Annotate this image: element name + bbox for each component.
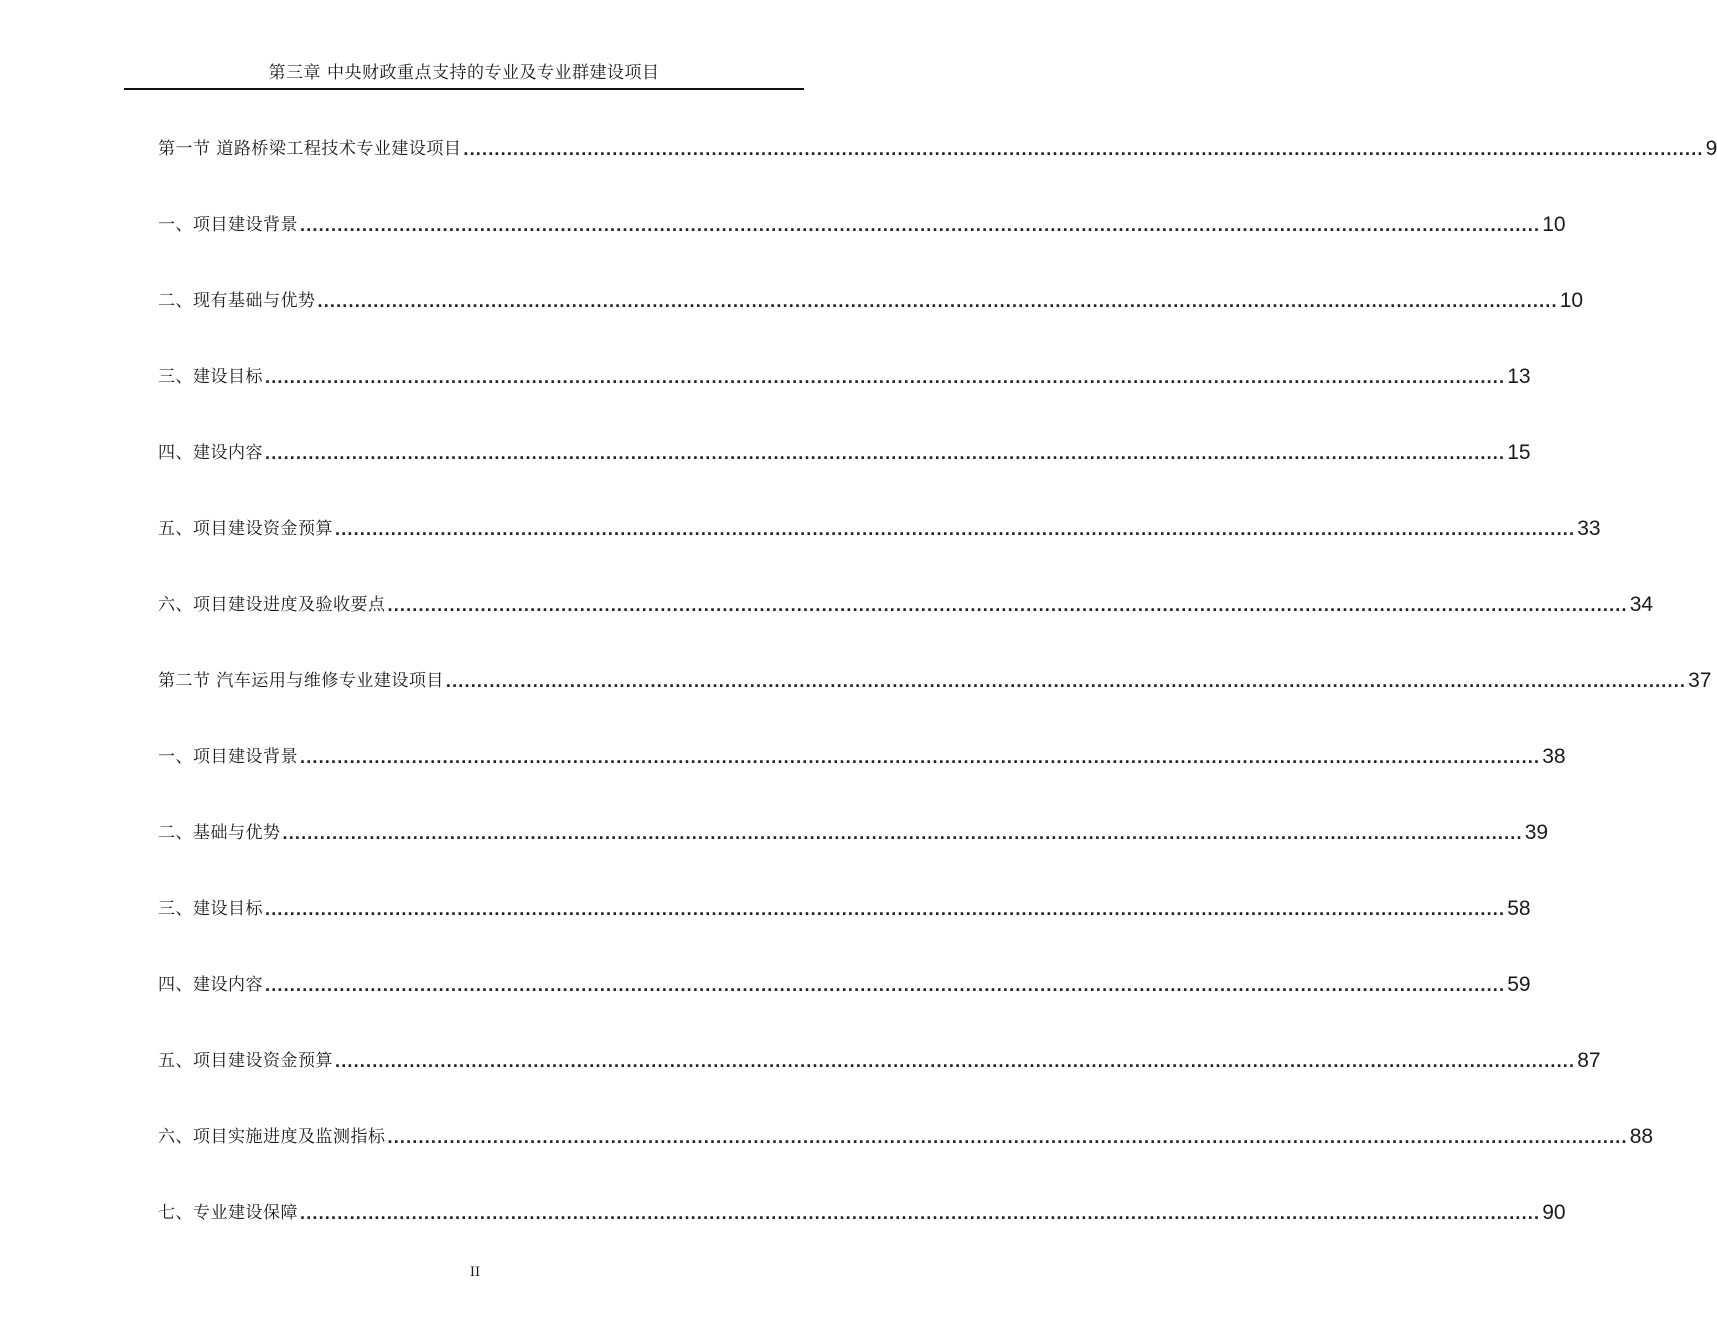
toc-entry-page: 88 bbox=[1629, 1125, 1654, 1148]
toc-entry[interactable] bbox=[158, 435, 1531, 465]
toc-entry-label: 五、项目建设资金预算 bbox=[158, 519, 333, 539]
toc-dot-leader: ........................................................................................................................................................................................................ bbox=[335, 1051, 1576, 1071]
toc-dot-leader: ........................................................................................................................................................................................................ bbox=[265, 367, 1506, 387]
toc-dot-leader: ........................................................................................................................................................................................................ bbox=[265, 443, 1506, 463]
toc-dot-leader: ........................................................................................................................................................................................................ bbox=[300, 215, 1541, 235]
toc-entry-page: 39 bbox=[1524, 821, 1549, 844]
toc-dot-leader: ........................................................................................................................................................................................................ bbox=[265, 975, 1506, 995]
toc-entry[interactable] bbox=[158, 359, 1531, 389]
toc-entry-label: 第一节 道路桥梁工程技术专业建设项目 bbox=[158, 139, 462, 159]
toc-dot-leader: ........................................................................................................................................................................................................ bbox=[387, 1127, 1628, 1147]
toc-entry[interactable] bbox=[158, 663, 1712, 693]
toc-dot-leader: ........................................................................................................................................................................................................ bbox=[445, 671, 1687, 691]
toc-entry-label: 三、建设目标 bbox=[158, 367, 263, 387]
toc-entry[interactable] bbox=[158, 587, 1654, 617]
toc-entry[interactable] bbox=[158, 1043, 1601, 1073]
toc-entry-page: 59 bbox=[1507, 973, 1531, 996]
toc-dot-leader: ........................................................................................................................................................................................................ bbox=[335, 519, 1576, 539]
toc-dot-leader: ........................................................................................................................................................................................................ bbox=[265, 899, 1506, 919]
toc-entry-label: 第二节 汽车运用与维修专业建设项目 bbox=[158, 671, 444, 691]
toc-entry-page: 10 bbox=[1559, 289, 1584, 312]
toc-entry-label: 六、项目实施进度及监测指标 bbox=[158, 1127, 386, 1147]
toc-entry-page: 38 bbox=[1542, 745, 1566, 768]
toc-entry[interactable] bbox=[158, 1195, 1566, 1225]
toc-dot-leader: ........................................................................................................................................................................................................ bbox=[387, 595, 1628, 615]
toc-entry-page: 33 bbox=[1577, 517, 1601, 540]
toc-entry-label: 七、专业建设保障 bbox=[158, 1203, 298, 1223]
toc-entry-page: 37 bbox=[1688, 669, 1712, 692]
toc-entry[interactable] bbox=[158, 283, 1584, 313]
toc-entry[interactable] bbox=[158, 891, 1531, 921]
toc-entry[interactable] bbox=[158, 815, 1549, 845]
toc-entry-page: 13 bbox=[1507, 365, 1531, 388]
toc-entry-label: 四、建设内容 bbox=[158, 443, 263, 463]
toc-entry[interactable] bbox=[158, 131, 1717, 161]
toc-dot-leader: ........................................................................................................................................................................................................ bbox=[463, 139, 1704, 159]
toc-entry[interactable] bbox=[158, 967, 1531, 997]
toc-entry-label: 二、基础与优势 bbox=[158, 823, 281, 843]
toc-dot-leader: ........................................................................................................................................................................................................ bbox=[282, 823, 1523, 843]
toc-entry[interactable] bbox=[158, 511, 1601, 541]
toc-entry-page: 34 bbox=[1629, 593, 1654, 616]
toc-entry-label: 五、项目建设资金预算 bbox=[158, 1051, 333, 1071]
toc-entry-page: 10 bbox=[1542, 213, 1566, 236]
toc-dot-leader: ........................................................................................................................................................................................................ bbox=[300, 1203, 1541, 1223]
page-header-title: 第三章 中央财政重点支持的专业及专业群建设项目 bbox=[268, 63, 660, 83]
toc-entry[interactable] bbox=[158, 1119, 1654, 1149]
toc-entry[interactable] bbox=[158, 207, 1566, 237]
toc-entry-label: 三、建设目标 bbox=[158, 899, 263, 919]
toc-dot-leader: ........................................................................................................................................................................................................ bbox=[300, 747, 1541, 767]
toc-entry-page: 87 bbox=[1577, 1049, 1601, 1072]
toc-entry[interactable] bbox=[158, 739, 1566, 769]
toc-entry-page: 9 bbox=[1705, 137, 1717, 160]
toc-dot-leader: ........................................................................................................................................................................................................ bbox=[317, 291, 1558, 311]
page-number-footer: II bbox=[469, 1265, 481, 1280]
toc-entry-label: 一、项目建设背景 bbox=[158, 747, 298, 767]
toc-entry-page: 15 bbox=[1507, 441, 1531, 464]
toc-entry-label: 四、建设内容 bbox=[158, 975, 263, 995]
toc-entry-label: 六、项目建设进度及验收要点 bbox=[158, 595, 386, 615]
toc-entry-page: 58 bbox=[1507, 897, 1531, 920]
toc-entry-label: 二、现有基础与优势 bbox=[158, 291, 316, 311]
toc-entry-label: 一、项目建设背景 bbox=[158, 215, 298, 235]
toc-entry-page: 90 bbox=[1542, 1201, 1566, 1224]
